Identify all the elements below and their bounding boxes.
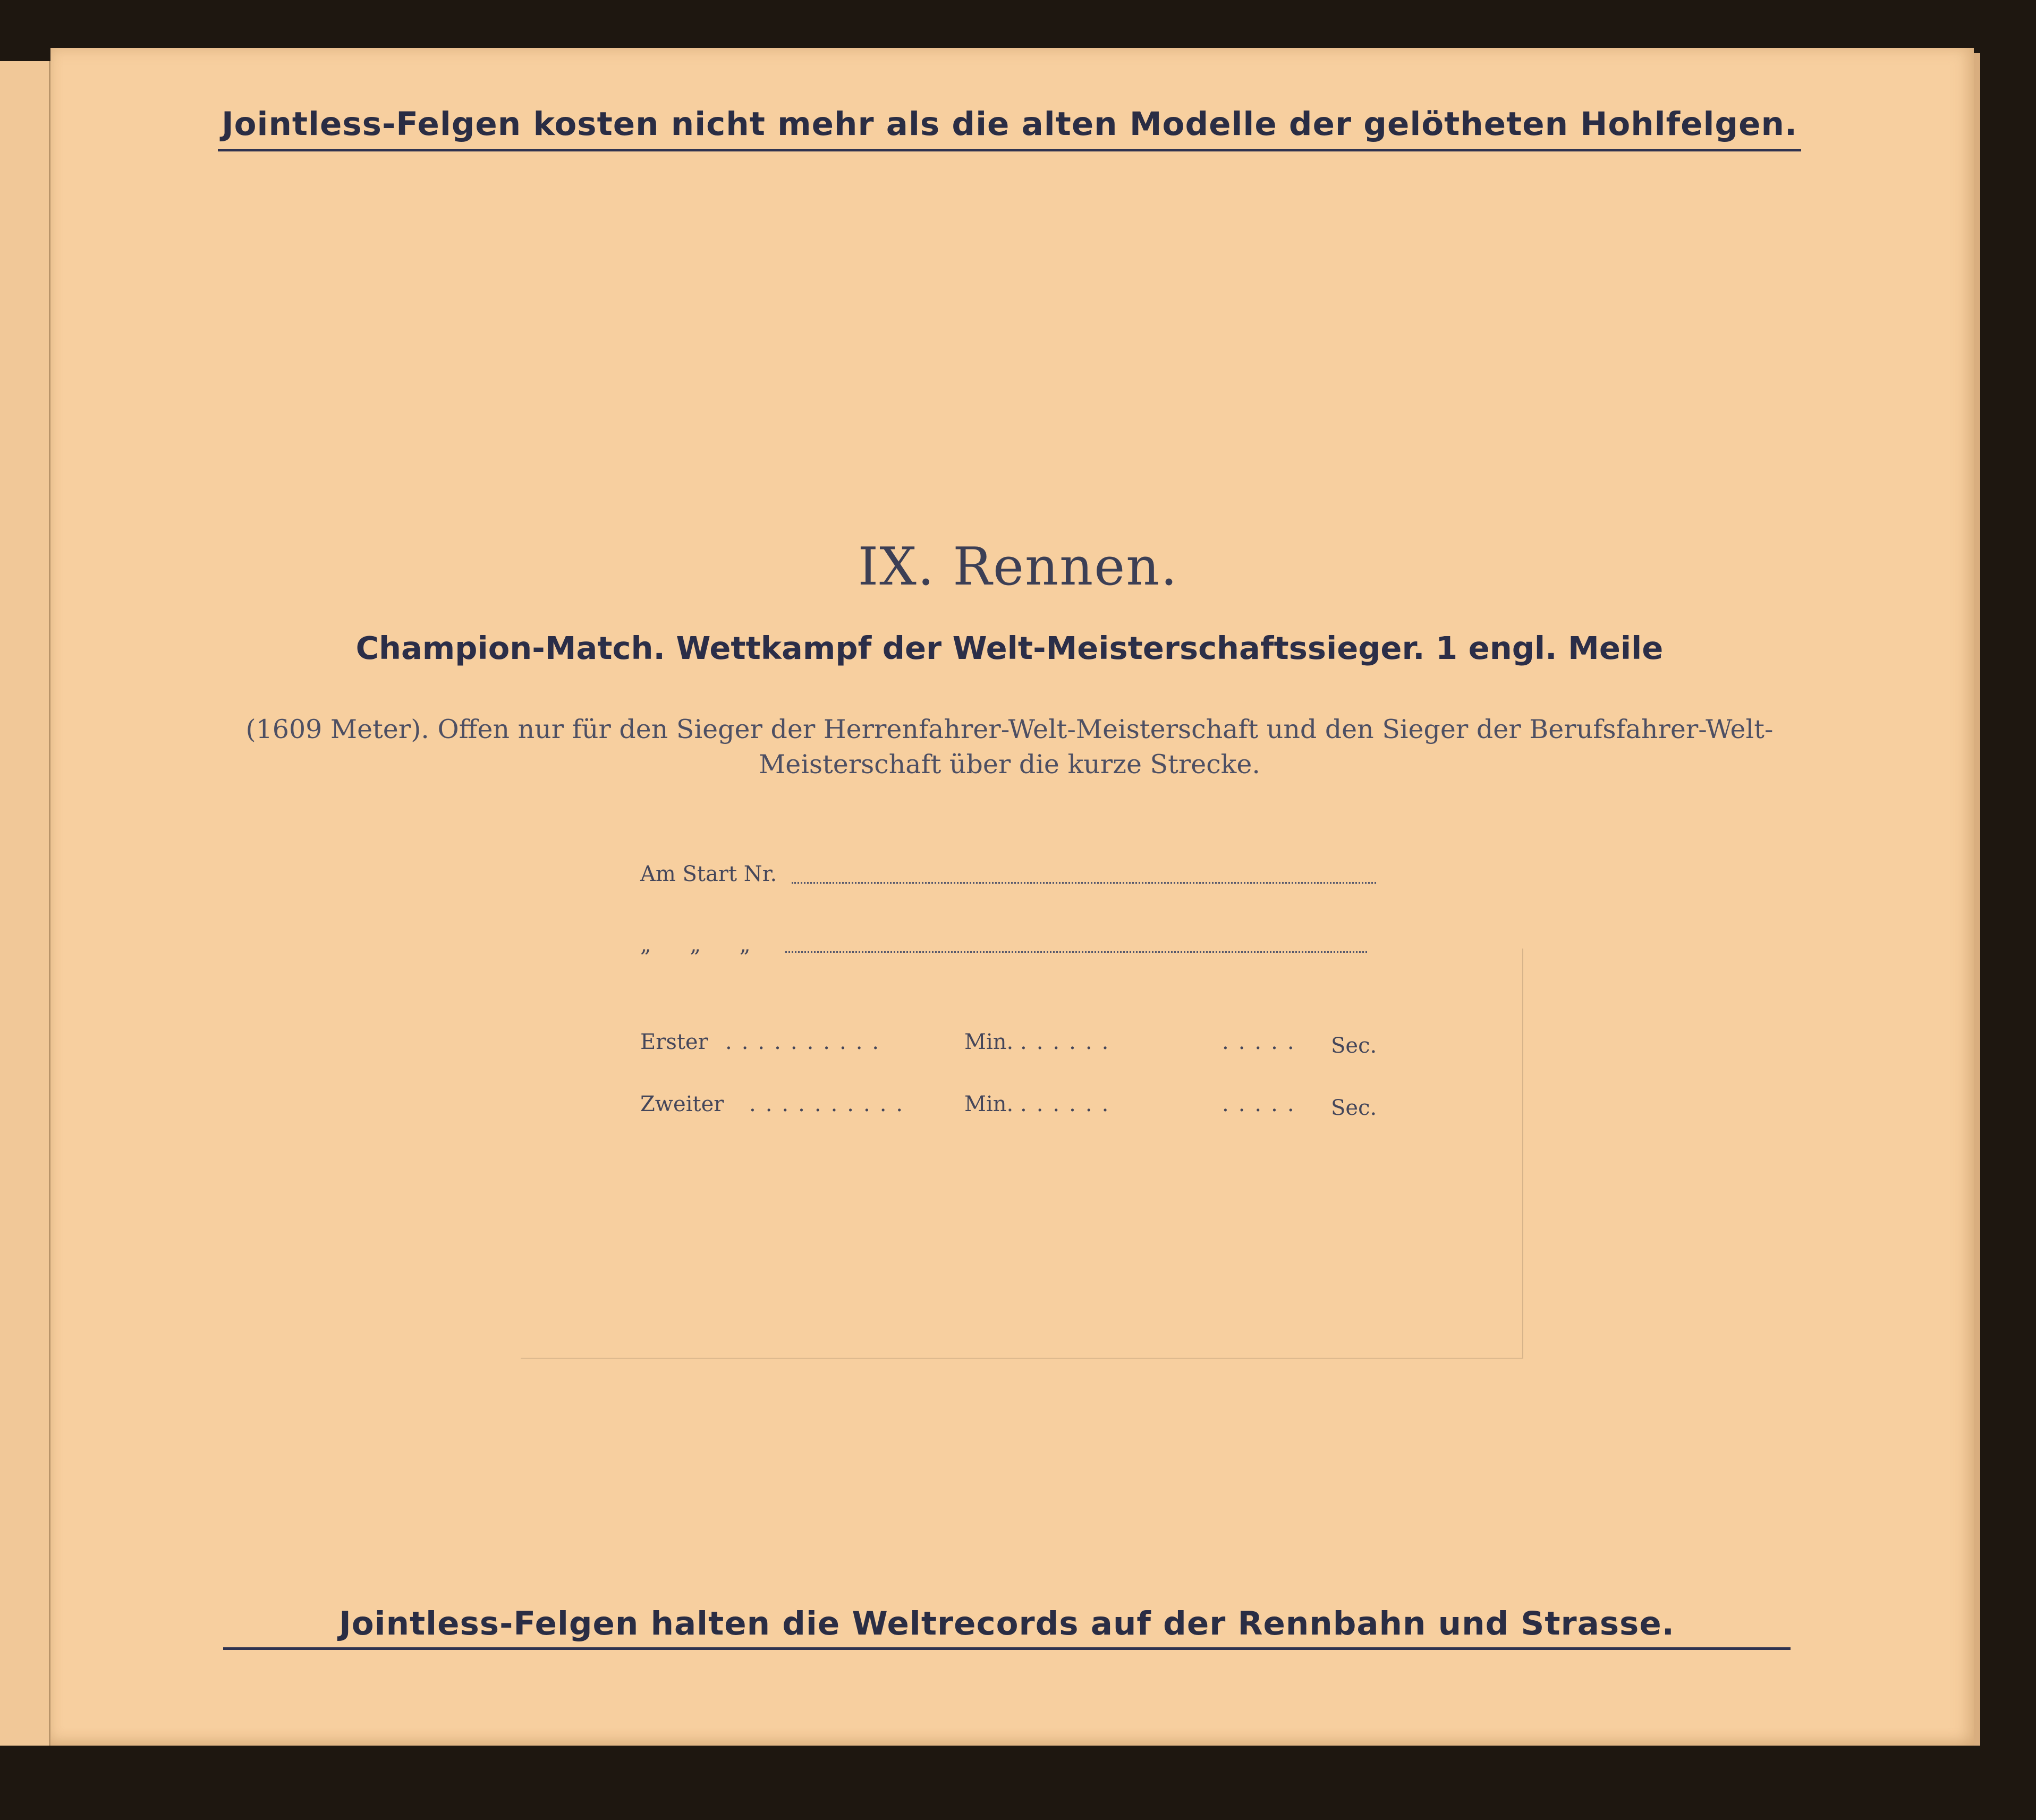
bottom-rule [223,1647,1791,1650]
race-subtitle: Champion-Match. Wettkampf der Welt-Meisterschaftssieger. 1 engl. Meile [355,630,1664,666]
second-place-min-label: Min. [964,1092,1014,1116]
second-place-min-dots: ...... [1020,1092,1118,1116]
page-edge [1974,53,1980,1746]
race-title: IX. Rennen. [858,537,1178,597]
program-page [50,48,1974,1746]
first-place-label: Erster [640,1030,708,1054]
first-place-dots: .......... [725,1030,889,1054]
left-page-strip [0,61,50,1746]
start-number-label: Am Start Nr. [640,862,777,886]
top-advert-line: Jointless-Felgen kosten nicht mehr als die alten Modelle der gelötheten Hohlfelgen. [221,105,1798,143]
first-place-sec-dots: ..... [1222,1030,1304,1054]
ditto-marks: „ „ „ [640,933,751,957]
top-rule [218,149,1801,151]
first-place-min-label: Min. [964,1030,1014,1054]
faint-form-box [521,949,1523,1359]
start-number-line [792,882,1376,884]
first-place-sec-label: Sec. [1331,1034,1377,1058]
second-place-label: Zweiter [640,1092,724,1116]
first-place-min-dots: ...... [1020,1030,1118,1054]
bottom-advert-line: Jointless-Felgen halten die Weltrecords auf der Rennbahn und Strasse. [339,1605,1675,1643]
second-place-dots: .......... [749,1092,913,1116]
ditto-line [785,951,1367,953]
second-place-sec-label: Sec. [1331,1096,1377,1120]
race-description: (1609 Meter). Offen nur für den Sieger der Herrenfahrer-Welt-Meisterschaft und den Sieger der Berufsfahrer-Welt-Meisterschaft über die kurze Strecke. [245,714,1774,780]
second-place-sec-dots: ..... [1222,1092,1304,1116]
